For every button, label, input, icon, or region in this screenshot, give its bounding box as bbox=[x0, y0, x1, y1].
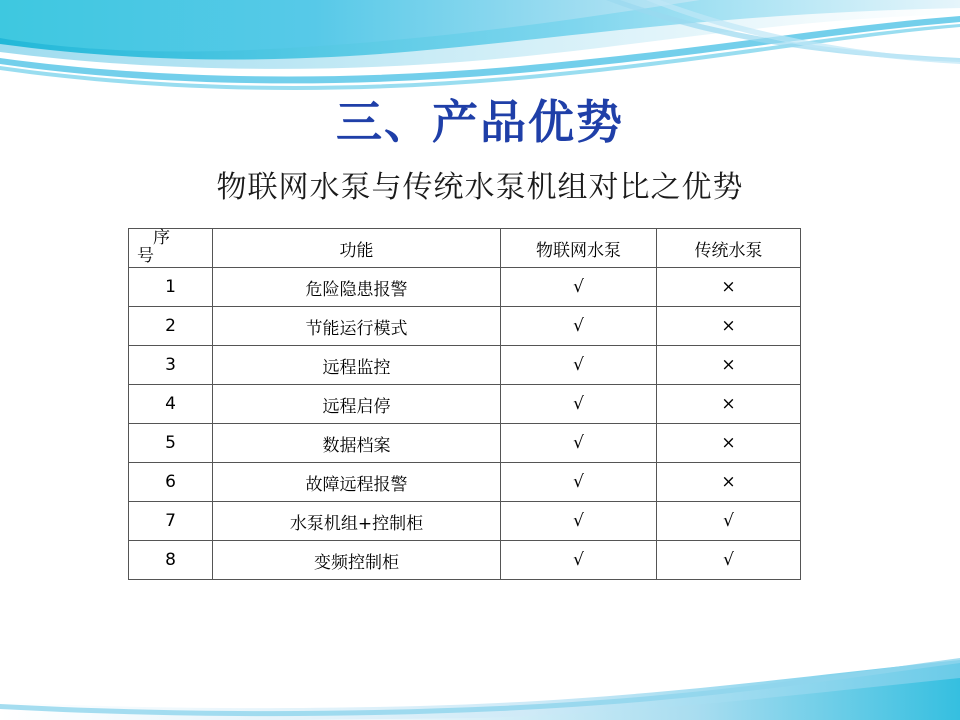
table-row bbox=[129, 424, 801, 463]
cell-no: 3 bbox=[129, 346, 213, 385]
cell-traditional-mark: × bbox=[657, 268, 801, 307]
table-row bbox=[129, 463, 801, 502]
cell-iot-mark: √ bbox=[501, 385, 657, 424]
cell-iot-mark: √ bbox=[501, 346, 657, 385]
bottom-decoration bbox=[0, 630, 960, 720]
cell-traditional-mark: × bbox=[657, 463, 801, 502]
cell-function: 故障远程报警 bbox=[213, 463, 501, 502]
table-row bbox=[129, 385, 801, 424]
cell-no: 7 bbox=[129, 502, 213, 541]
cell-traditional-mark: √ bbox=[657, 502, 801, 541]
cell-iot-mark: √ bbox=[501, 268, 657, 307]
cell-iot-mark: √ bbox=[501, 463, 657, 502]
table-row bbox=[129, 502, 801, 541]
column-header-no-line1: 序 bbox=[153, 228, 170, 249]
cell-function: 变频控制柜 bbox=[213, 541, 501, 580]
cell-traditional-mark: × bbox=[657, 424, 801, 463]
page-subtitle: 物联网水泵与传统水泵机组对比之优势 bbox=[216, 170, 744, 205]
cell-traditional-mark: × bbox=[657, 385, 801, 424]
cell-function: 数据档案 bbox=[213, 424, 501, 463]
cell-iot-mark: √ bbox=[501, 424, 657, 463]
table-row bbox=[129, 346, 801, 385]
cell-iot-mark: √ bbox=[501, 541, 657, 580]
comparison-table bbox=[128, 228, 801, 580]
cell-traditional-mark: × bbox=[657, 307, 801, 346]
column-header-no bbox=[129, 229, 213, 268]
cell-no: 4 bbox=[129, 385, 213, 424]
cell-iot-mark: √ bbox=[501, 502, 657, 541]
cell-no: 8 bbox=[129, 541, 213, 580]
table-body bbox=[129, 268, 801, 580]
table-row bbox=[129, 268, 801, 307]
cell-function: 节能运行模式 bbox=[213, 307, 501, 346]
cell-no: 1 bbox=[129, 268, 213, 307]
table-row bbox=[129, 307, 801, 346]
cell-no: 2 bbox=[129, 307, 213, 346]
table-row bbox=[129, 541, 801, 580]
cell-function: 远程启停 bbox=[213, 385, 501, 424]
cell-traditional-mark: × bbox=[657, 346, 801, 385]
cell-iot-mark: √ bbox=[501, 307, 657, 346]
table-header-row bbox=[129, 229, 801, 268]
column-header-function: 功能 bbox=[213, 229, 501, 268]
cell-function: 水泵机组+控制柜 bbox=[213, 502, 501, 541]
column-header-traditional-pump: 传统水泵 bbox=[657, 229, 801, 268]
cell-no: 6 bbox=[129, 463, 213, 502]
cell-traditional-mark: √ bbox=[657, 541, 801, 580]
cell-no: 5 bbox=[129, 424, 213, 463]
column-header-iot-pump: 物联网水泵 bbox=[501, 229, 657, 268]
page-title: 三、产品优势 bbox=[336, 95, 624, 149]
column-header-no-line2: 号 bbox=[137, 246, 154, 266]
cell-function: 远程监控 bbox=[213, 346, 501, 385]
comparison-table-container bbox=[128, 228, 800, 580]
cell-function: 危险隐患报警 bbox=[213, 268, 501, 307]
